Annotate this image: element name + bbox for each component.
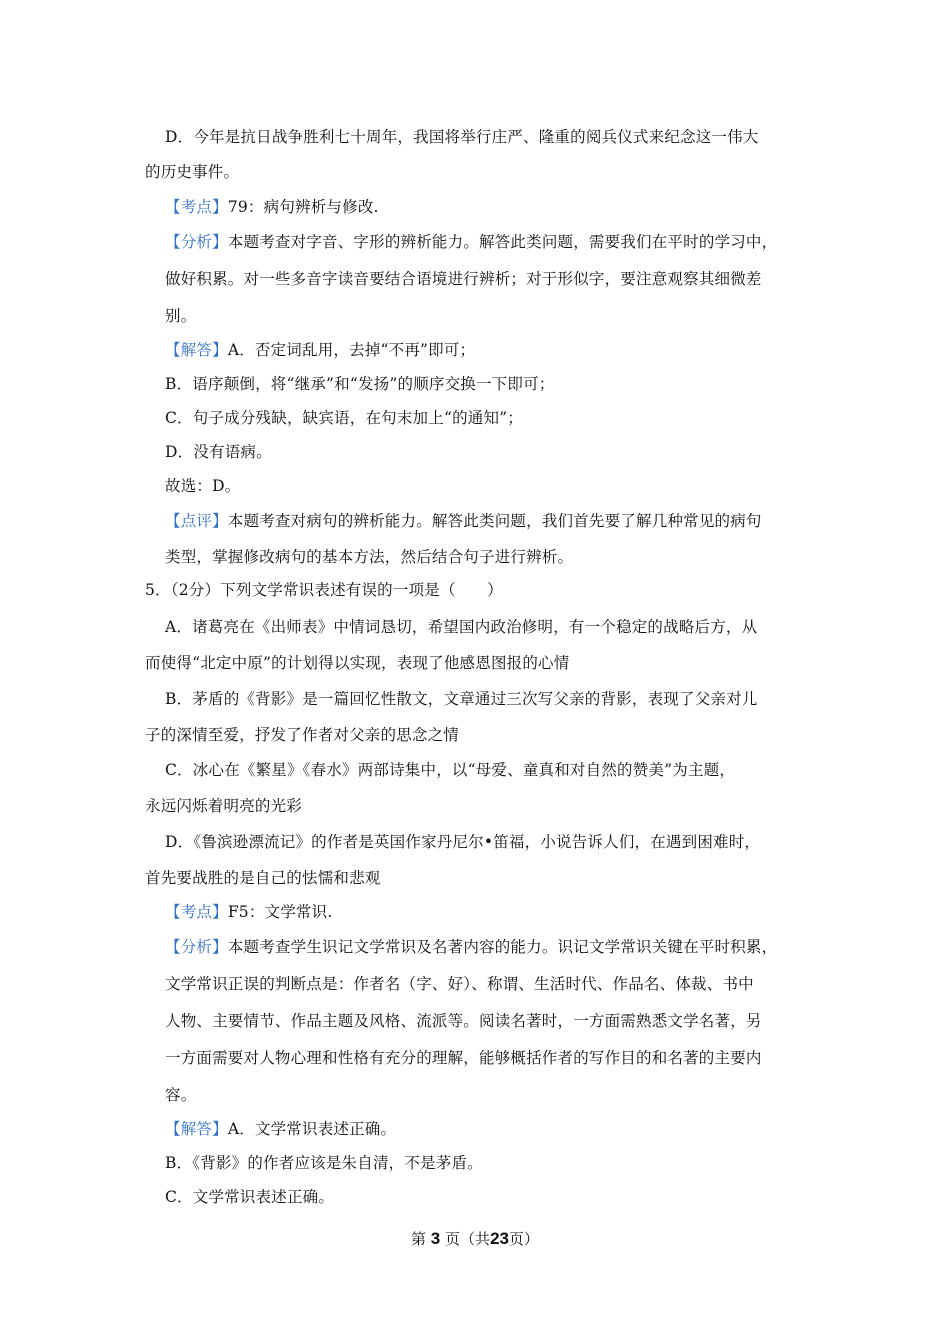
- kaodian-text: 79：病句辨析与修改.: [227, 198, 379, 216]
- fenxi-text: 本题考查对字音、字形的辨析能力。解答此类问题，需要我们在平时的学习中，: [227, 233, 778, 251]
- dianping-text: 本题考查对病句的辨析能力。解答此类问题，我们首先要了解几种常见的病句: [227, 512, 762, 530]
- fenxi-label: 【分析】: [165, 233, 228, 251]
- q5-option-c-line1: C．冰心在《繁星》《春水》两部诗集中，以“母爱、童真和对自然的赞美”为主题，: [165, 761, 736, 779]
- jieda-a-text: A．否定词乱用，去掉“不再”即可；: [227, 341, 476, 359]
- jieda-label: 【解答】: [165, 341, 228, 359]
- q4-kaodian: [165, 196, 379, 218]
- current-page-number: 3: [430, 1229, 441, 1248]
- fenxi-label: 【分析】: [165, 938, 228, 956]
- q5-fenxi-line5: 容。: [165, 1086, 197, 1104]
- footer-suffix: 页）: [508, 1230, 539, 1248]
- q4-option-d-line1: D．今年是抗日战争胜利七十周年，我国将举行庄严、隆重的阅兵仪式来纪念这一伟大: [165, 128, 759, 146]
- q4-fenxi-line3: 别。: [165, 307, 197, 325]
- q5-fenxi-line4: 一方面需要对人物心理和性格有充分的理解，能够概括作者的写作目的和名著的主要内: [165, 1049, 762, 1067]
- total-page-number: 23: [490, 1229, 509, 1248]
- q5-fenxi-line3: 人物、主要情节、作品主题及风格、流派等。阅读名著时，一方面需熟悉文学名著，另: [165, 1012, 762, 1030]
- q5-option-a-line2: 而使得“北定中原”的计划得以实现，表现了他感恩图报的心情: [145, 654, 570, 672]
- kaodian-label: 【考点】: [165, 198, 228, 216]
- q5-fenxi-line2: 文学常识正误的判断点是：作者名（字、好）、称谓、生活时代、作品名、体裁、书中: [165, 975, 754, 993]
- q5-option-b-line1: B．茅盾的《背影》是一篇回忆性散文，文章通过三次写父亲的背影，表现了父亲对儿: [165, 690, 758, 708]
- q5-option-b-line2: 子的深情至爱，抒发了作者对父亲的思念之情: [145, 726, 460, 744]
- q5-fenxi-line1: [165, 936, 777, 958]
- q4-answer: 故选：D。: [165, 477, 241, 495]
- kaodian-label: 【考点】: [165, 903, 228, 921]
- jieda-label: 【解答】: [165, 1120, 228, 1138]
- q4-option-d-line2: 的历史事件。: [145, 163, 240, 181]
- q5-option-d-line1: D．《鲁滨逊漂流记》的作者是英国作家丹尼尔•笛福，小说告诉人们，在遇到困难时，: [165, 833, 761, 851]
- q5-option-d-line2: 首先要战胜的是自己的怯懦和悲观: [145, 869, 381, 887]
- q5-option-c-line2: 永远闪烁着明亮的光彩: [145, 797, 303, 815]
- q5-jieda-c: C．文学常识表述正确。: [165, 1188, 335, 1206]
- q5-stem: 5．（2分）下列文学常识表述有误的一项是（ ）: [145, 581, 503, 599]
- q4-jieda-a: [165, 339, 475, 361]
- dianping-label: 【点评】: [165, 512, 228, 530]
- q4-jieda-d: D．没有语病。: [165, 443, 272, 461]
- q4-dianping-line2: 类型，掌握修改病句的基本方法，然后结合句子进行辨析。: [165, 548, 574, 566]
- q5-kaodian: [165, 901, 332, 923]
- q4-jieda-c: C．句子成分残缺，缺宾语，在句末加上“的通知”；: [165, 409, 524, 427]
- page-footer: [0, 1228, 950, 1250]
- footer-prefix: 第: [411, 1230, 427, 1248]
- q5-jieda-a: [165, 1118, 396, 1140]
- q4-jieda-b: B．语序颠倒，将“继承”和“发扬”的顺序交换一下即可；: [165, 375, 555, 393]
- footer-middle: 页（共: [445, 1230, 491, 1248]
- q5-option-a-line1: A．诸葛亮在《出师表》中情词恳切，希望国内政治修明，有一个稳定的战略后方，从: [165, 618, 758, 636]
- q4-fenxi-line2: 做好积累。对一些多音字读音要结合语境进行辨析；对于形似字，要注意观察其细微差: [165, 270, 762, 288]
- q5-jieda-b: B．《背影》的作者应该是朱自清，不是茅盾。: [165, 1154, 483, 1172]
- q4-fenxi-line1: [165, 231, 777, 253]
- jieda-a-text: A．文学常识表述正确。: [227, 1120, 397, 1138]
- kaodian-text: F5：文学常识.: [227, 903, 333, 921]
- q4-dianping-line1: [165, 510, 762, 532]
- fenxi-text: 本题考查学生识记文学常识及名著内容的能力。识记文学常识关键在平时积累，: [227, 938, 778, 956]
